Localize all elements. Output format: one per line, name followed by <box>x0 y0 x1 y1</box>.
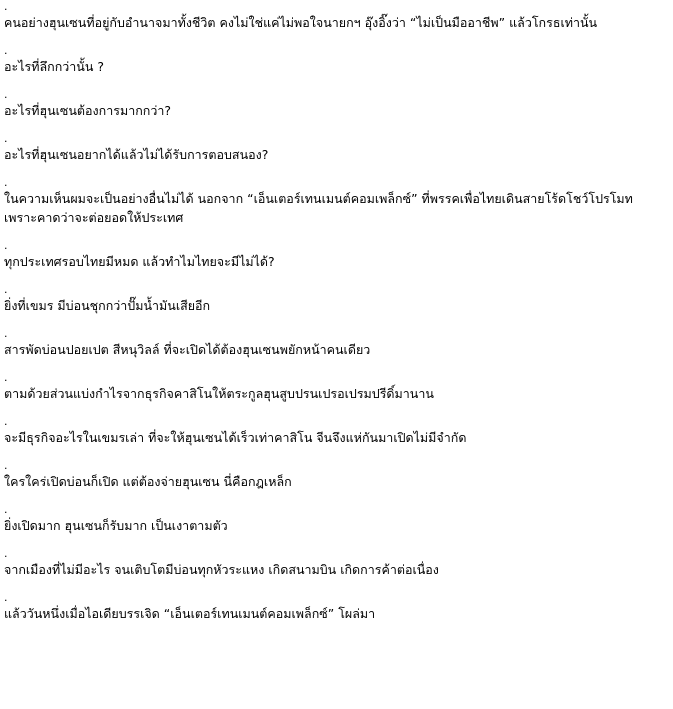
paragraph-text: จะมีธุรกิจอะไรในเขมรเล่า ที่จะให้ฮุนเซนได้เร็วเท่าคาสิโน จีนจึงแห่กันมาเปิดไม่มีจำกัด <box>4 430 467 445</box>
dot-marker: . <box>4 176 8 189</box>
dot-marker: . <box>4 591 8 604</box>
paragraph-text: ตามด้วยส่วนแบ่งกำไรจากธุรกิจคาสิโนให้ตระกูลฮุนสูบปรนเปรอเปรมปรีดิ์มานาน <box>4 386 434 401</box>
paragraph-2 <box>4 44 668 76</box>
paragraph-8 <box>4 327 668 359</box>
paragraph-9 <box>4 371 668 403</box>
paragraph-text: อะไรที่ฮุนเซนอยากได้แล้วไม่ได้รับการตอบสนอง? <box>4 147 269 162</box>
dot-marker: . <box>4 0 8 13</box>
paragraph-4 <box>4 132 668 164</box>
dot-marker: . <box>4 132 8 145</box>
dot-marker: . <box>4 239 8 252</box>
post-body <box>4 0 668 635</box>
paragraph-text: ยิ่งเปิดมาก ฮุนเซนก็รับมาก เป็นเงาตามตัว <box>4 518 228 533</box>
paragraph-text: ในความเห็นผมจะเป็นอย่างอื่นไม่ได้ นอกจาก “เอ็นเตอร์เทนเมนต์คอมเพล็กซ์” ที่พรรคเพื่อไทยเดินสายโร้ดโชว์โปรโมท เพราะคาดว่าจะต่อยอดให้ประเทศ <box>4 191 633 225</box>
paragraph-6 <box>4 239 668 271</box>
paragraph-text: แล้ววันหนึ่งเมื่อไอเดียบรรเจิด “เอ็นเตอร์เทนเมนต์คอมเพล็กซ์” โผล่มา <box>4 606 376 621</box>
paragraph-text: อะไรที่ลึกกว่านั้น ? <box>4 59 104 74</box>
dot-marker: . <box>4 88 8 101</box>
paragraph-text: ทุกประเทศรอบไทยมีหมด แล้วทำไมไทยจะมีไม่ได้? <box>4 254 275 269</box>
paragraph-text: ยิ่งที่เขมร มีบ่อนชุกกว่าปั๊มน้ำมันเสียอีก <box>4 298 211 313</box>
paragraph-text: คนอย่างฮุนเซนที่อยู่กับอำนาจมาทั้งชีวิต คงไม่ใช่แค่ไม่พอใจนายกฯ อุ๊งอิ๊งว่า “ไม่เป็นมืออาชีพ” แล้วโกรธเท่านั้น <box>4 15 598 30</box>
paragraph-text: อะไรที่ฮุนเซนต้องการมากกว่า? <box>4 103 172 118</box>
paragraph-12 <box>4 503 668 535</box>
paragraph-3 <box>4 88 668 120</box>
dot-marker: . <box>4 503 8 516</box>
paragraph-11 <box>4 459 668 491</box>
dot-marker: . <box>4 283 8 296</box>
dot-marker: . <box>4 371 8 384</box>
paragraph-text: ใครใคร่เปิดบ่อนก็เปิด แต่ต้องจ่ายฮุนเซน นี่คือกฎเหล็ก <box>4 474 292 489</box>
dot-marker: . <box>4 327 8 340</box>
dot-marker: . <box>4 547 8 560</box>
dot-marker: . <box>4 459 8 472</box>
paragraph-5 <box>4 176 668 227</box>
paragraph-13 <box>4 547 668 579</box>
paragraph-10 <box>4 415 668 447</box>
dot-marker: . <box>4 44 8 57</box>
paragraph-text: จากเมืองที่ไม่มีอะไร จนเติบโตมีบ่อนทุกหัวระแหง เกิดสนามบิน เกิดการค้าต่อเนื่อง <box>4 562 439 577</box>
dot-marker: . <box>4 415 8 428</box>
paragraph-1 <box>4 0 668 32</box>
paragraph-text: สารพัดบ่อนปอยเปต สีหนุวิลล์ ที่จะเปิดได้ต้องฮุนเซนพยักหน้าคนเดียว <box>4 342 371 357</box>
paragraph-14 <box>4 591 668 623</box>
paragraph-7 <box>4 283 668 315</box>
